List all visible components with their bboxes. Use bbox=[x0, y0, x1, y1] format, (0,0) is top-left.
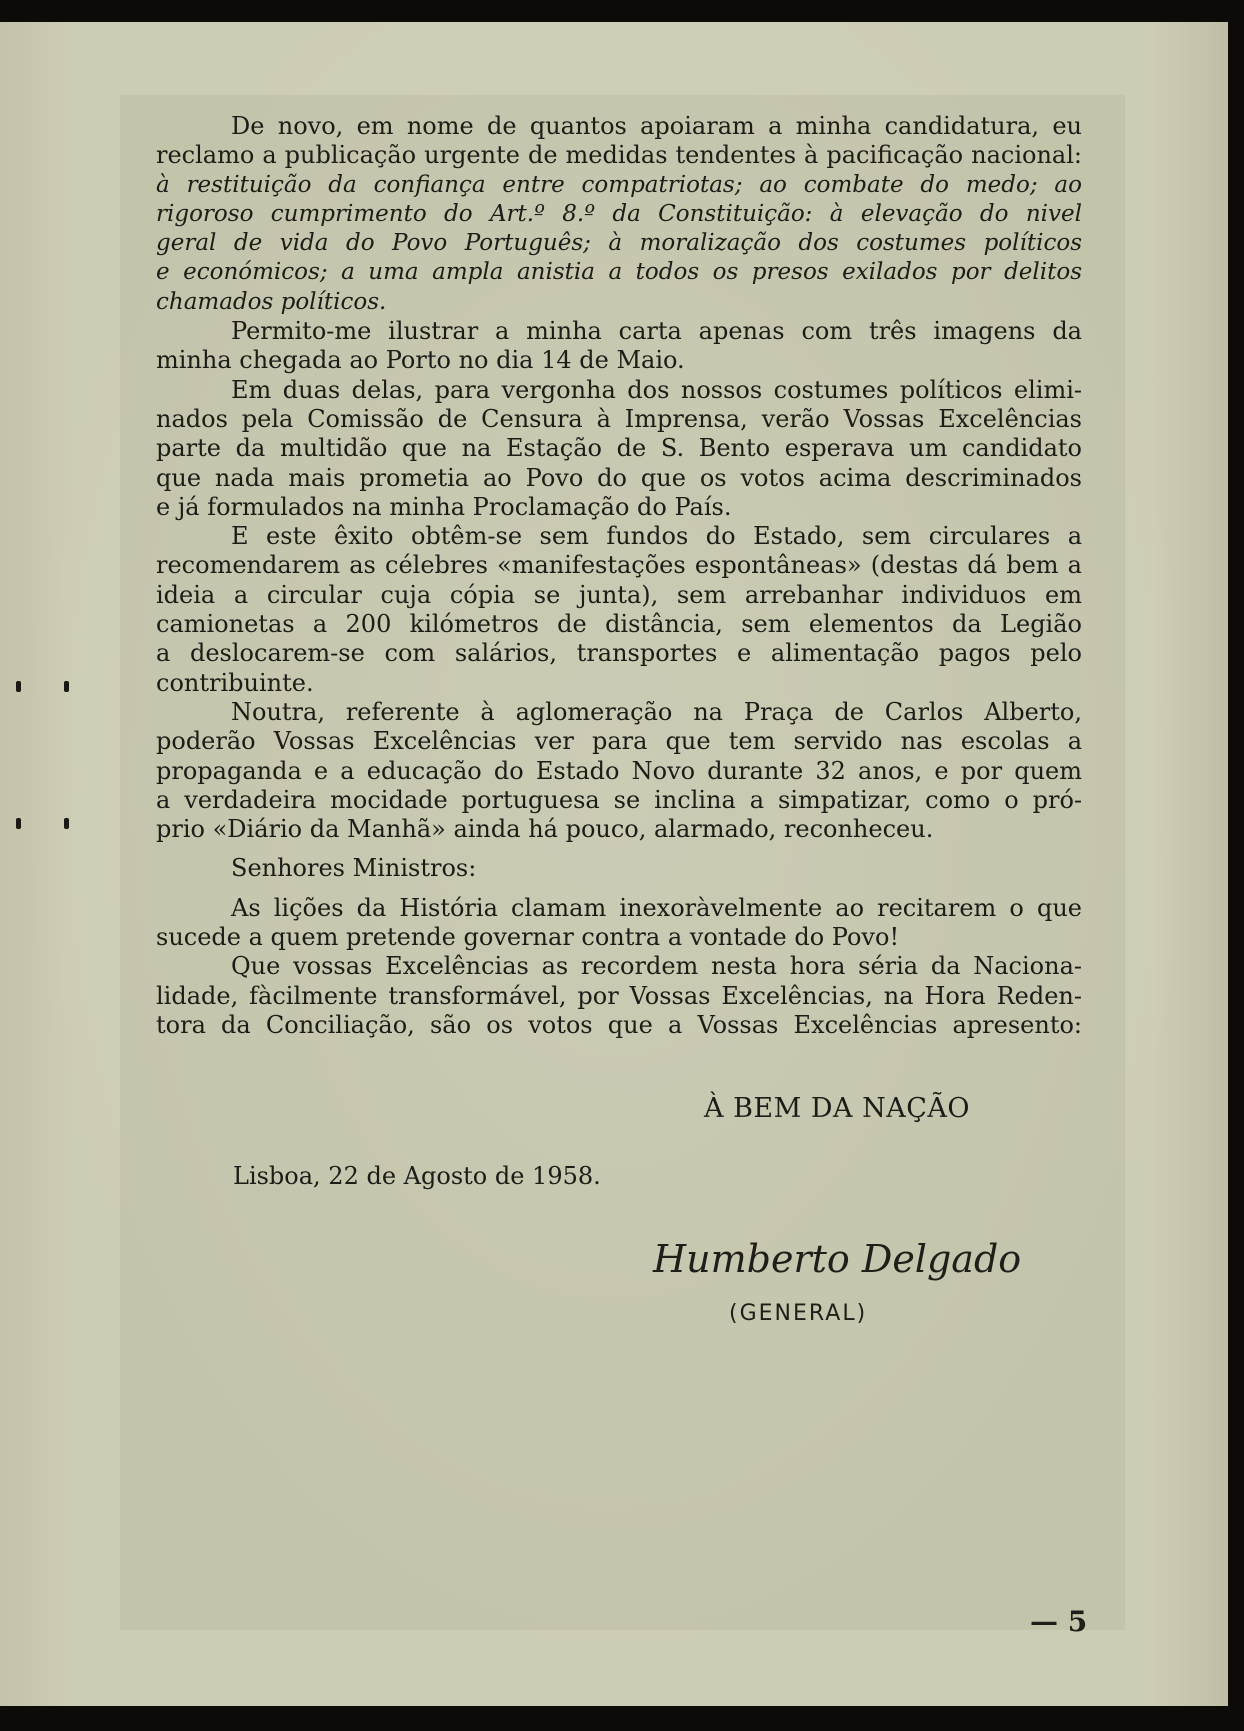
paragraph bbox=[156, 522, 1082, 698]
text-line: rigoroso cumprimento do Art.º 8.º da Constituição: à elevação do nivel bbox=[156, 200, 1082, 227]
text-line: E este êxito obtêm-se sem fundos do Estado, sem circulares a bbox=[231, 522, 1082, 551]
text-line: minha chegada ao Porto no dia 14 de Maio. bbox=[156, 346, 685, 375]
binding-hole bbox=[64, 818, 69, 829]
text-line: As lições da História clamam inexoràvelmente ao recitarem o que bbox=[231, 893, 1082, 922]
text-line: a verdadeira mocidade portuguesa se inclina a simpatizar, como o pró- bbox=[156, 785, 1082, 814]
text-line: que nada mais prometia ao Povo do que os votos acima descriminados bbox=[156, 463, 1082, 492]
text-line: prio «Diário da Manhã» ainda há pouco, alarmado, reconheceu. bbox=[156, 815, 934, 844]
paragraph bbox=[156, 952, 1082, 1040]
text-line: chamados políticos. bbox=[156, 288, 387, 315]
text-line: sucede a quem pretende governar contra a vontade do Povo! bbox=[156, 923, 900, 952]
letter-body bbox=[156, 112, 1082, 1040]
signature: Humberto Delgado bbox=[653, 1237, 1022, 1281]
text-line: camionetas a 200 kilómetros de distância, sem elementos da Legião bbox=[156, 610, 1082, 639]
binding-hole bbox=[16, 681, 21, 692]
text-line: propaganda e a educação do Estado Novo durante 32 anos, e por quem bbox=[156, 756, 1082, 785]
text-line: parte da multidão que na Estação de S. Bento esperava um candidato bbox=[156, 434, 1082, 463]
text-line: Permito-me ilustrar a minha carta apenas com três imagens da bbox=[231, 317, 1082, 346]
paragraph bbox=[156, 894, 1082, 953]
place-date-line: Lisboa, 22 de Agosto de 1958. bbox=[233, 1162, 601, 1190]
text-line: contribuinte. bbox=[156, 668, 314, 697]
text-line: lidade, fàcilmente transformável, por Vossas Excelências, na Hora Reden- bbox=[156, 981, 1082, 1010]
paragraph-gap bbox=[156, 844, 1082, 854]
text-line: tora da Conciliação, são os votos que a Vossas Excelências apresento: bbox=[156, 1010, 1082, 1039]
text-line: geral de vida do Povo Português; à moralização dos costumes políticos bbox=[156, 230, 1082, 257]
text-line: Que vossas Excelências as recordem nesta hora séria da Naciona- bbox=[231, 952, 1082, 981]
paragraph bbox=[156, 112, 1082, 317]
text-line: e económicos; a uma ampla anistia a todos os presos exilados por delitos bbox=[156, 259, 1082, 286]
paragraph bbox=[156, 376, 1082, 522]
paragraph bbox=[156, 854, 1082, 883]
page-number: — 5 bbox=[1030, 1605, 1088, 1638]
text-line: nados pela Comissão de Censura à Imprensa, verão Vossas Excelências bbox=[156, 404, 1082, 433]
text-line: recomendarem as célebres «manifestações espontâneas» (destas dá bem a bbox=[156, 551, 1082, 580]
closing-salutation: À BEM DA NAÇÃO bbox=[704, 1093, 971, 1124]
binding-hole bbox=[16, 818, 21, 829]
text-line: De novo, em nome de quantos apoiaram a minha candidatura, eu bbox=[231, 112, 1082, 140]
text-line: e já formulados na minha Proclamação do País. bbox=[156, 492, 732, 521]
text-line: Senhores Ministros: bbox=[231, 854, 477, 883]
text-line: Noutra, referente à aglomeração na Praça de Carlos Alberto, bbox=[231, 697, 1082, 726]
text-line: poderão Vossas Excelências ver para que tem servido nas escolas a bbox=[156, 727, 1082, 756]
binding-hole bbox=[64, 681, 69, 692]
paragraph bbox=[156, 698, 1082, 844]
text-line: à restituição da confiança entre compatriotas; ao combate do medo; ao bbox=[156, 171, 1082, 198]
signature-title: (GENERAL) bbox=[729, 1301, 868, 1326]
text-line: Em duas delas, para vergonha dos nossos costumes políticos elimi- bbox=[231, 375, 1082, 404]
text-line: reclamo a publicação urgente de medidas tendentes à pacificação nacional: bbox=[156, 141, 1082, 170]
text-line: ideia a circular cuja cópia se junta), sem arrebanhar individuos em bbox=[156, 580, 1082, 609]
text-line: a deslocarem-se com salários, transportes e alimentação pagos pelo bbox=[156, 639, 1082, 668]
paragraph-gap bbox=[156, 884, 1082, 894]
paragraph bbox=[156, 317, 1082, 376]
